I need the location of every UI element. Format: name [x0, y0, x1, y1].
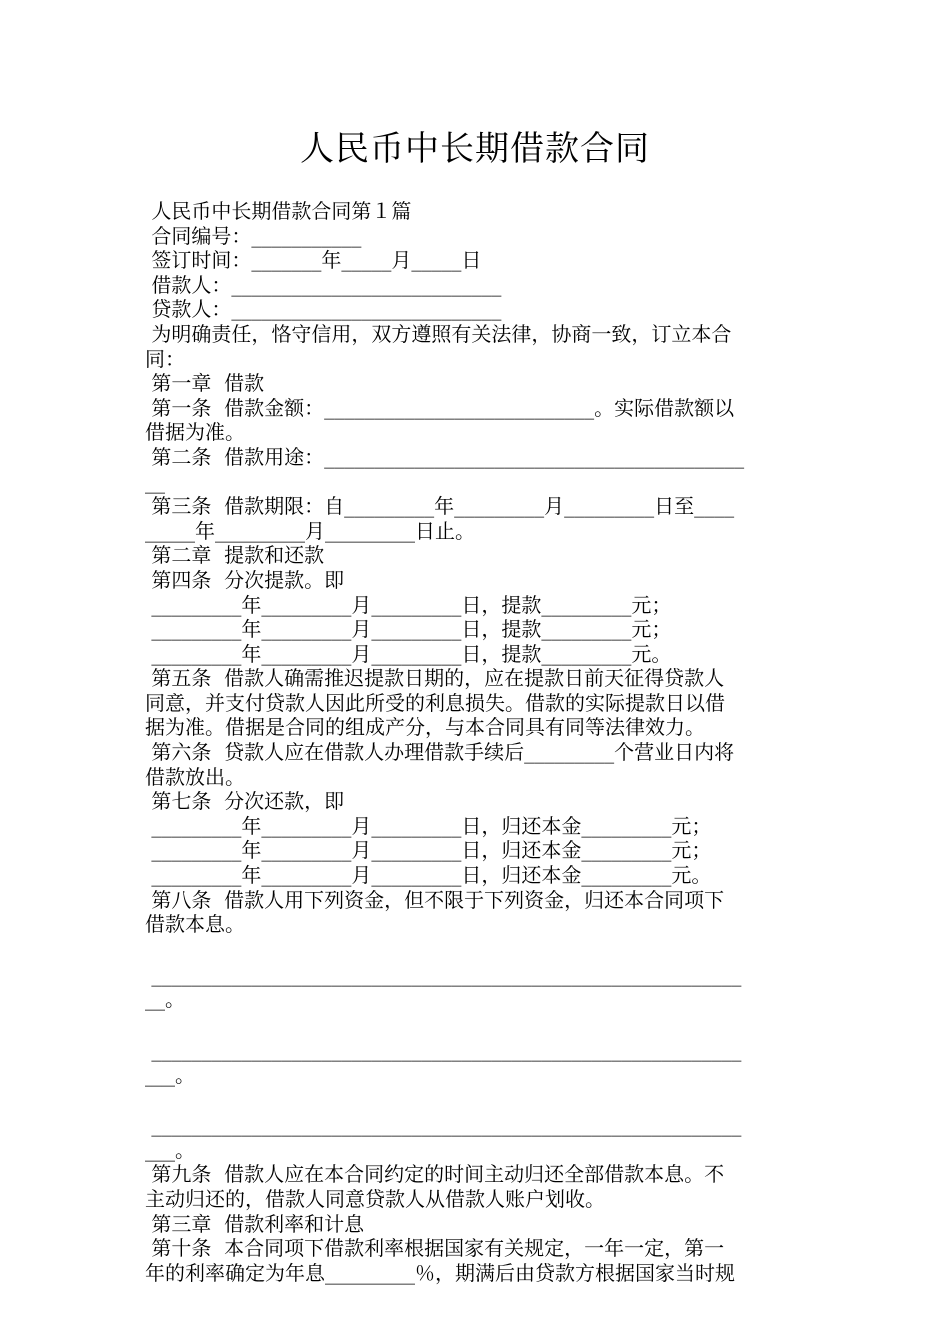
text-line: __。 — [145, 987, 185, 1012]
blank-line — [145, 937, 810, 963]
text-line: 同： — [145, 346, 185, 371]
text-line: 贷款人：___________________________ — [145, 297, 502, 322]
chapter-heading: 第三章 借款利率和计息 — [145, 1211, 365, 1236]
text-line: _________年_________月_________日，归还本金_________元； — [145, 838, 712, 863]
fill-in-line: ___________________________________________________________ — [145, 1038, 742, 1062]
text-line: 第八条 借款人用下列资金，但不限于下列资金，归还本合同项下 — [145, 887, 725, 912]
text-line: 为明确责任，恪守信用，双方遵照有关法律，协商一致，订立本合 — [145, 321, 732, 346]
fill-in-line: ___________________________________________________________ — [145, 1113, 742, 1138]
text-line: _________年_________月_________日，提款_________元； — [145, 617, 672, 642]
text-line: 借款本息。 — [145, 912, 245, 937]
text-line: 年的利率确定为年息_________％，期满后由贷款方根据国家当时规 — [145, 1260, 735, 1285]
text-line: _________年_________月_________日，归还本金_________元； — [145, 813, 712, 838]
text-line: 第七条 分次还款，即 — [145, 789, 345, 814]
text-line: 第三条 借款期限：自_________年_________月_________日至____ — [145, 494, 735, 519]
text-line: 同意，并支付贷款人因此所受的利息损失。借款的实际提款日以借 — [145, 690, 725, 715]
text-line: 借款放出。 — [145, 764, 245, 789]
chapter-heading: 第二章 提款和还款 — [145, 543, 325, 568]
text-line: 主动归还的，借款人同意贷款人从借款人账户划收。 — [145, 1186, 605, 1211]
text-line: 借款人：___________________________ — [145, 272, 502, 297]
document-title: 人民币中长期借款合同 — [300, 129, 650, 169]
text-line: 第四条 分次提款。即 — [145, 567, 345, 592]
text-line: _________年_________月_________日，提款_________元。 — [145, 641, 672, 666]
text-line: 第十条 本合同项下借款利率根据国家有关规定，一年一定，第一 — [145, 1236, 725, 1261]
text-line: ___。 — [145, 1137, 195, 1162]
text-line: 第一条 借款金额：___________________________。实际借款额以 — [145, 395, 735, 420]
blank-line — [145, 1087, 810, 1113]
text-line: 第二条 借款用途：__________________________________________ — [145, 444, 745, 469]
text-line: 据为准。借据是合同的组成产分，与本合同具有同等法律效力。 — [145, 715, 705, 740]
chapter-heading: 第一章 借款 — [145, 371, 265, 396]
text-line: _________年_________月_________日，提款_________元； — [145, 592, 672, 617]
text-line: 签订时间：_______年_____月_____日 — [145, 248, 482, 273]
fill-in-line: ___________________________________________________________ — [145, 962, 742, 987]
blank-line — [145, 1012, 810, 1038]
text-line: 第六条 贷款人应在借款人办理借款手续后_________个营业日内将 — [145, 740, 735, 765]
text-line: 第九条 借款人应在本合同约定的时间主动归还全部借款本息。不 — [145, 1162, 725, 1187]
text-line: 借据为准。 — [145, 420, 245, 445]
text-line: ___。 — [145, 1062, 195, 1087]
text-line: _____年_________月_________日止。 — [145, 518, 475, 543]
text-line: 人民币中长期借款合同第１篇 — [145, 199, 412, 223]
text-line: _________年_________月_________日，归还本金_________元。 — [145, 863, 712, 888]
contract-body — [145, 199, 810, 1285]
text-line: 第五条 借款人确需推迟提款日期的，应在提款日前天征得贷款人 — [145, 666, 725, 691]
text-line: __ — [145, 469, 165, 494]
text-line: 合同编号：___________ — [145, 223, 362, 248]
